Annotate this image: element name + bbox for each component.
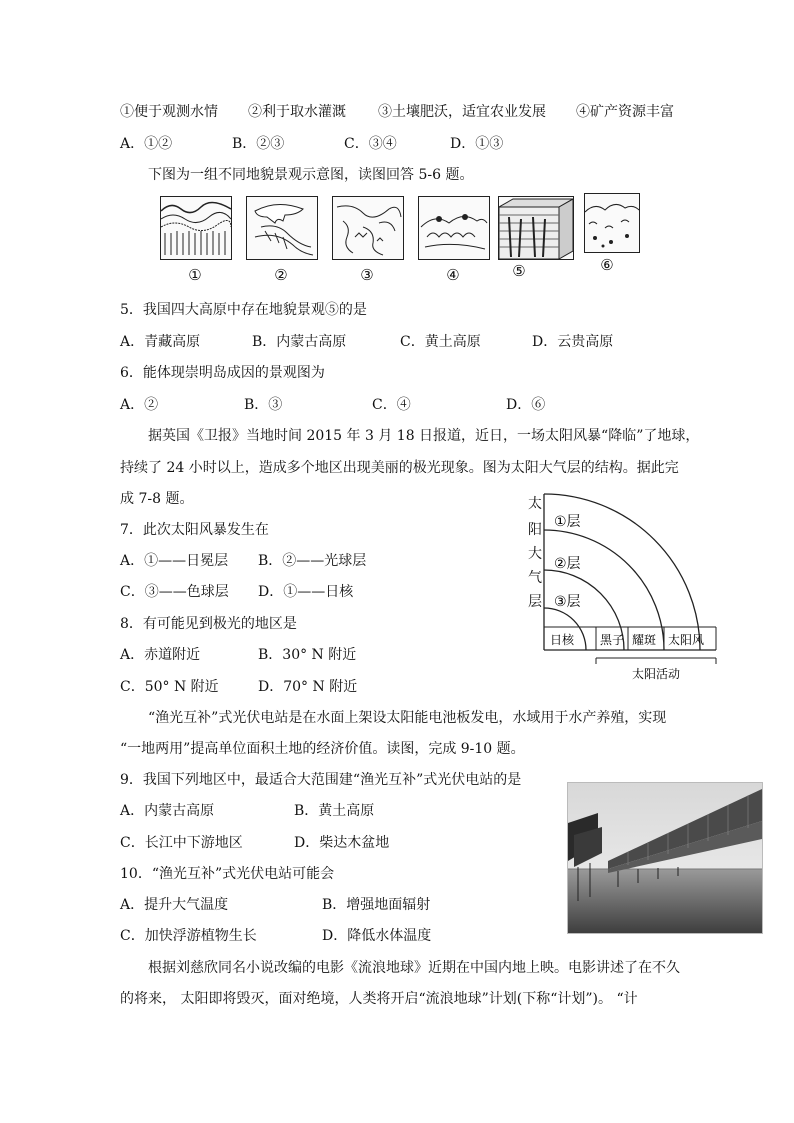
landform-label-4: ④ [446, 266, 460, 284]
landform-image-4 [418, 196, 490, 260]
q7-option-d: D．①——日核 [258, 584, 354, 600]
q8-option-a: A．赤道附近 [120, 647, 201, 663]
q8-stem: 8．有可能见到极光的地区是 [120, 616, 297, 632]
layer-label-1: ①层 [554, 514, 581, 530]
landform-image-2 [246, 196, 318, 260]
q8-option-c: C．50° N 附近 [120, 679, 219, 695]
q7-option-c: C．③——色球层 [120, 584, 229, 600]
landform-label-5: ⑤ [512, 262, 526, 280]
q6-option-a: A．② [120, 397, 159, 413]
q5-option-b: B．内蒙古高原 [252, 334, 347, 350]
passage-end-line-1: 根据刘慈欣同名小说改编的电影《流浪地球》近期在中国内地上映。电影讲述了在不久 [148, 960, 680, 976]
sun-side-label-3: 大 [528, 546, 542, 562]
q8-option-b: B．30° N 附近 [258, 647, 357, 663]
q4-option-1: ①便于观测水情 [120, 104, 218, 120]
layer-label-3: ③层 [554, 594, 581, 610]
landform-image-1 [160, 196, 232, 260]
solar-activity-label: 太阳活动 [632, 667, 681, 681]
passage-end-line-2: 的将来， 太阳即将毁灭，面对绝境，人类将开启“流浪地球”计划(下称“计划”)。 “计 [120, 991, 638, 1007]
q9-option-c: C．长江中下游地区 [120, 835, 243, 851]
intro-5-6: 下图为一组不同地貌景观示意图，读图回答 5-6 题。 [148, 167, 474, 183]
q8-option-d: D．70° N 附近 [258, 679, 358, 695]
sun-side-label-1: 太 [528, 496, 542, 512]
q10-stem: 10．“渔光互补”式光伏电站可能会 [120, 866, 335, 882]
q10-option-d: D．降低水体温度 [322, 928, 432, 944]
q4-answer-c: C．③④ [344, 136, 397, 152]
q7-option-a: A．①——日冕层 [120, 553, 229, 569]
sun-side-label-4: 气 [528, 570, 542, 586]
landform-image-5 [498, 196, 574, 260]
q10-option-a: A．提升大气温度 [120, 897, 229, 913]
sun-side-label-2: 阳 [528, 522, 542, 538]
q4-answer-a: A．①② [120, 136, 173, 152]
q6-option-c: C．④ [372, 397, 411, 413]
core-label: 日核 [550, 633, 575, 647]
solar-wind-label: 太阳风 [668, 633, 705, 647]
q9-stem: 9．我国下列地区中，最适合大范围建“渔光互补”式光伏电站的是 [120, 772, 522, 788]
landform-label-3: ③ [360, 266, 374, 284]
q6-option-b: B．③ [244, 397, 283, 413]
passage-7-8-line-3: 成 7-8 题。 [120, 491, 194, 507]
q6-stem: 6．能体现崇明岛成因的景观图为 [120, 365, 325, 381]
q10-option-b: B．增强地面辐射 [322, 897, 431, 913]
q4-answer-d: D．①③ [450, 136, 504, 152]
q9-option-b: B．黄土高原 [294, 803, 375, 819]
q7-stem: 7．此次太阳风暴发生在 [120, 522, 269, 538]
q4-option-2: ②利于取水灌溉 [248, 104, 346, 120]
flare-label: 耀斑 [632, 633, 657, 647]
sun-side-label-5: 层 [528, 594, 542, 610]
landform-label-6: ⑥ [600, 256, 614, 274]
q5-option-d: D．云贵高原 [532, 334, 614, 350]
q10-option-c: C．加快浮游植物生长 [120, 928, 257, 944]
q5-stem: 5．我国四大高原中存在地貌景观⑤的是 [120, 302, 367, 318]
sunspot-label: 黑子 [600, 633, 625, 647]
q4-option-3: ③土壤肥沃，适宜农业发展 [378, 104, 546, 120]
passage-9-10-line-1: “渔光互补”式光伏电站是在水面上架设太阳能电池板发电，水域用于水产养殖，实现 [148, 710, 667, 726]
landform-image-3 [332, 196, 404, 260]
fishery-solar-photo [567, 782, 763, 934]
passage-9-10-line-2: “一地两用”提高单位面积土地的经济价值。读图，完成 9-10 题。 [120, 741, 525, 757]
q6-option-d: D．⑥ [506, 397, 546, 413]
q5-option-a: A．青藏高原 [120, 334, 201, 350]
q4-option-4: ④矿产资源丰富 [576, 104, 674, 120]
passage-7-8-line-1: 据英国《卫报》当地时间 2015 年 3 月 18 日报道，近日，一场太阳风暴“降临”了地球， [148, 428, 700, 444]
q7-option-b: B．②——光球层 [258, 553, 367, 569]
layer-label-2: ②层 [554, 556, 581, 572]
q9-option-d: D．柴达木盆地 [294, 835, 390, 851]
q4-answer-b: B．②③ [232, 136, 285, 152]
landform-label-1: ① [188, 266, 202, 284]
passage-7-8-line-2: 持续了 24 小时以上，造成多个地区出现美丽的极光现象。图为太阳大气层的结构。据此完 [120, 460, 679, 476]
sun-atmosphere-diagram [520, 490, 725, 685]
landform-image-6 [584, 193, 640, 253]
landform-label-2: ② [274, 266, 288, 284]
q5-option-c: C．黄土高原 [400, 334, 481, 350]
q9-option-a: A．内蒙古高原 [120, 803, 215, 819]
